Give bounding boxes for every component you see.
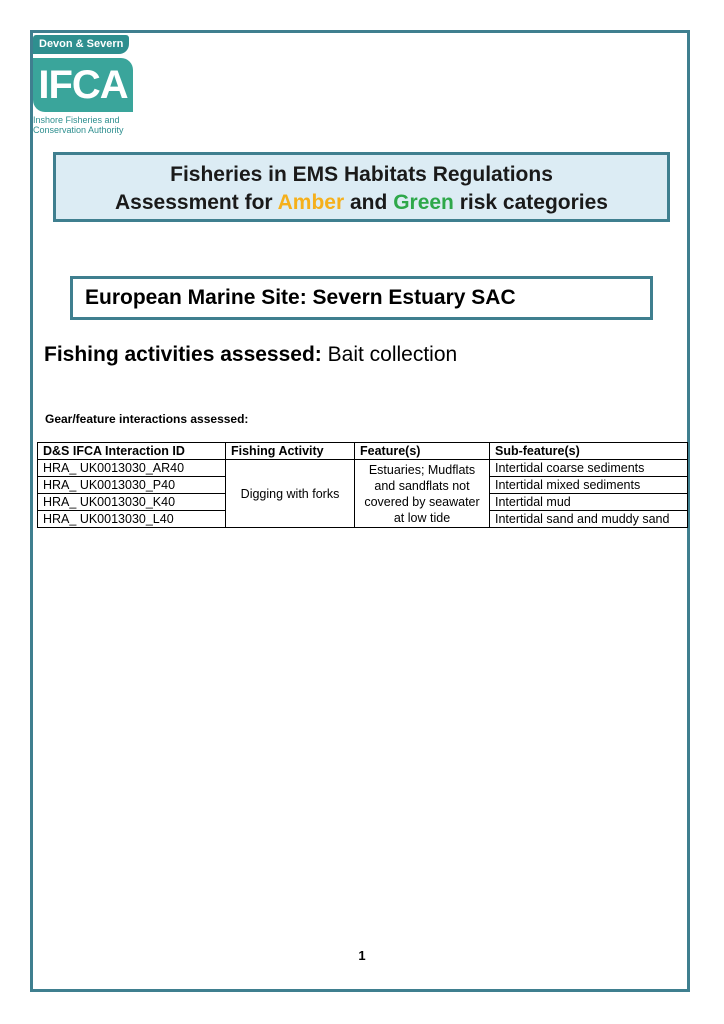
title-line1: Fisheries in EMS Habitats Regulations bbox=[170, 163, 553, 186]
logo-subtitle bbox=[33, 115, 135, 135]
table-row bbox=[38, 460, 688, 477]
title-line2 bbox=[56, 189, 667, 217]
ifca-logo bbox=[33, 34, 135, 135]
document-title bbox=[53, 152, 670, 222]
fishing-activity-cell: Digging with forks bbox=[226, 460, 355, 528]
page-number: 1 bbox=[358, 948, 366, 963]
fishing-activities bbox=[44, 340, 457, 370]
title-line2-start: Assessment for bbox=[115, 191, 278, 214]
subfeature: Intertidal mud bbox=[490, 494, 688, 511]
title-and: and bbox=[344, 191, 394, 214]
logo-acronym: IFCA bbox=[33, 58, 133, 112]
subfeature: Intertidal coarse sediments bbox=[490, 460, 688, 477]
interaction-id: HRA_ UK0013030_AR40 bbox=[38, 460, 226, 477]
table-header-row bbox=[38, 443, 688, 460]
interaction-id: HRA_ UK0013030_L40 bbox=[38, 511, 226, 528]
interaction-id: HRA_ UK0013030_K40 bbox=[38, 494, 226, 511]
logo-subtitle-line1: Inshore Fisheries and bbox=[33, 115, 120, 125]
feature-cell: Estuaries; Mudflats and sandflats not covered by seawater at low tide bbox=[355, 460, 490, 528]
header-interaction-id: D&S IFCA Interaction ID bbox=[38, 443, 226, 460]
site-heading: European Marine Site: Severn Estuary SAC bbox=[70, 276, 653, 320]
title-green: Green bbox=[393, 191, 454, 214]
subfeature: Intertidal mixed sediments bbox=[490, 477, 688, 494]
header-features: Feature(s) bbox=[355, 443, 490, 460]
logo-subtitle-line2: Conservation Authority bbox=[33, 125, 124, 135]
logo-region: Devon & Severn bbox=[33, 35, 129, 54]
activities-label: Fishing activities assessed: bbox=[44, 343, 322, 366]
activities-value: Bait collection bbox=[321, 343, 458, 366]
title-amber: Amber bbox=[277, 191, 345, 214]
title-line2-end: risk categories bbox=[453, 191, 608, 214]
interactions-table bbox=[37, 442, 688, 528]
interaction-id: HRA_ UK0013030_P40 bbox=[38, 477, 226, 494]
subfeature: Intertidal sand and muddy sand bbox=[490, 511, 688, 528]
gear-interactions-label: Gear/feature interactions assessed: bbox=[45, 412, 249, 426]
header-subfeatures: Sub-feature(s) bbox=[490, 443, 688, 460]
header-fishing-activity: Fishing Activity bbox=[226, 443, 355, 460]
